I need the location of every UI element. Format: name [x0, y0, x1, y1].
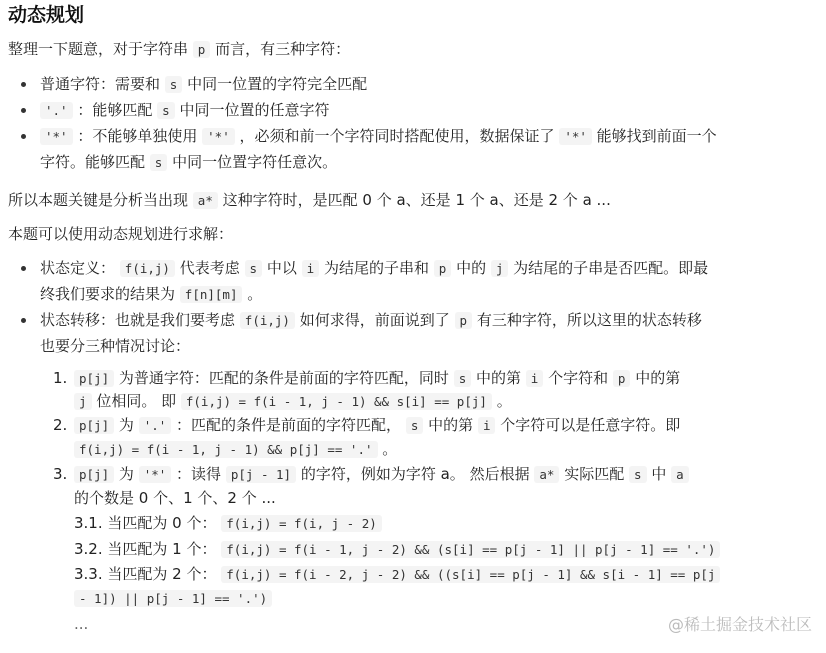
state-definition-cont: 终我们要求的结果为 f[n][m] 。 [40, 285, 263, 303]
bullet [21, 108, 26, 113]
state-transition: 状态转移：也就是我们要考虑 f(i,j) 如何求得，前面说到了 p 有三种字符，所以这里的状态转移 [40, 311, 702, 329]
intro-line: 整理一下题意，对于字符串 p 而言，有三种字符： [8, 40, 351, 58]
case-number: 2. [53, 416, 68, 434]
state-definition: 状态定义： f(i,j) 代表考虑 s 中以 i 为结尾的子串和 p 中的 j 为结尾的子串是否匹配。即最 [40, 259, 709, 277]
case-3: p[j] 为 '*' ：读得 p[j - 1] 的字符，例如为字符 a。 然后根据 a* 实际匹配 s 中 a [74, 461, 689, 488]
key-line: 所以本题关键是分析当出现 a* 这种字符时，是匹配 0 个 a、还是 1 个 a、还是 2 个 a ... [8, 191, 611, 209]
case-number: 3. [53, 465, 68, 483]
code-p: p [193, 41, 211, 58]
case-number: 1. [53, 369, 68, 387]
case-3-cont: 的个数是 0 个、1 个、2 个 ... [74, 489, 276, 507]
type-dot: '.' ：能够匹配 s 中同一位置的任意字符 [40, 97, 329, 124]
section-title: 动态规划 [8, 4, 85, 26]
ellipsis: ... [74, 615, 89, 633]
watermark: @稀土掘金技术社区 [667, 615, 812, 634]
type-star-cont: 字符。能够匹配 s 中同一位置字符任意次。 [40, 153, 338, 171]
approach-line: 本题可以使用动态规划进行求解： [8, 225, 234, 243]
subcase-3-3-cont: - 1]) || p[j - 1] == '.') [74, 585, 272, 612]
bullet [21, 82, 26, 87]
case-2-cont: f(i,j) = f(i - 1, j - 1) && p[j] == '.' 。 [74, 436, 397, 463]
case-1: p[j] 为普通字符：匹配的条件是前面的字符匹配，同时 s 中的第 i 个字符和 p 中的第 [74, 365, 680, 392]
type-normal: 普通字符：需要和 s 中同一位置的字符完全匹配 [40, 75, 368, 93]
state-transition-cont: 也要分三种情况讨论： [40, 337, 191, 355]
bullet [21, 318, 26, 323]
subcase-3-3: 3.3. 当匹配为 2 个： f(i,j) = f(i - 2, j - 2) && ((s[i] == p[j - 1] && s[i - 1] == p[j [74, 561, 720, 588]
subcase-3-1: 3.1. 当匹配为 0 个： f(i,j) = f(i, j - 2) [74, 510, 382, 537]
subcase-3-2: 3.2. 当匹配为 1 个： f(i,j) = f(i - 1, j - 2) && (s[i] == p[j - 1] || p[j - 1] == '.') [74, 536, 720, 563]
bullet [21, 266, 26, 271]
case-2: p[j] 为 '.' ：匹配的条件是前面的字符匹配， s 中的第 i 个字符可以是任意字符。即 [74, 412, 680, 439]
type-star: '*' ：不能够单独使用 '*' ，必须和前一个字符同时搭配使用，数据保证了 '*' 能够找到前面一个 [40, 123, 717, 150]
bullet [21, 134, 26, 139]
case-1-cont: j 位相同。 即 f(i,j) = f(i - 1, j - 1) && s[i] == p[j] 。 [74, 388, 512, 415]
